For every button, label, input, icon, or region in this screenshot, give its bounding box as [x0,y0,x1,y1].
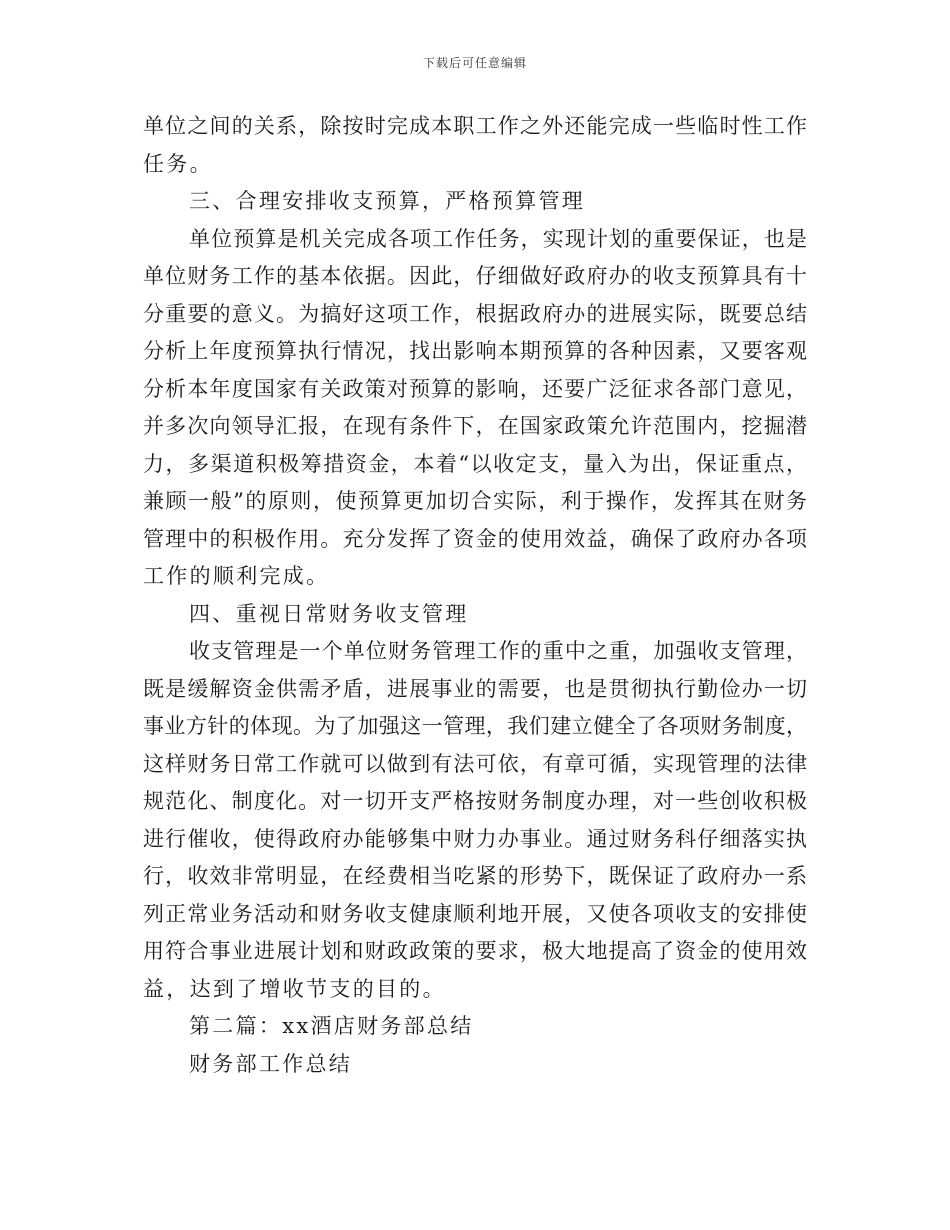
page-header: 下载后可任意编辑 [422,56,527,70]
text-line: 事业方针的体现。为了加强这一管理，我们建立健全了各项财务制度， [143,714,807,738]
text-line: 管理中的积极作用。充分发挥了资金的使用效益，确保了政府办各项 [143,526,807,551]
text-line: 分析上年度预算执行情况，找出影响本期预算的各种因素，又要客观 [143,339,807,363]
text-line: 单位预算是机关完成各项工作任务，实现计划的重要保证，也是 [189,226,807,251]
text-line: 任务。 [143,151,213,176]
text-line: 列正常业务活动和财务收支健康顺利地开展，又使各项收支的安排使 [143,901,807,926]
text-line: 收支管理是一个单位财务管理工作的重中之重，加强收支管理， [189,639,807,663]
text-line: 力，多渠道积极筹措资金，本着“以收定支，量入为出，保证重点， [143,451,807,476]
text-line: 财务部工作总结 [189,1051,353,1076]
text-line: 单位之间的关系，除按时完成本职工作之外还能完成一些临时性工作 [143,114,807,138]
text-line: 第二篇：xx酒店财务部总结 [189,1014,474,1038]
text-line: 三、合理安排收支预算，严格预算管理 [189,189,586,213]
text-line: 单位财务工作的基本依据。因此，仔细做好政府办的收支预算具有十 [143,264,807,288]
text-line: 益，达到了增收节支的目的。 [143,976,446,1001]
text-line: 规范化、制度化。对一切开支严格按财务制度办理，对一些创收积极 [143,789,807,813]
document-body [143,108,807,1083]
text-line: 分析本年度国家有关政策对预算的影响，还要广泛征求各部门意见， [143,376,807,401]
text-line: 四、重视日常财务收支管理 [189,601,469,626]
text-line: 进行催收，使得政府办能够集中财力办事业。通过财务科仔细落实执 [143,826,807,851]
text-line: 分重要的意义。为搞好这项工作，根据政府办的进展实际，既要总结 [143,301,807,326]
text-line: 用符合事业进展计划和财政政策的要求，极大地提高了资金的使用效 [143,939,807,963]
text-line: 行，收效非常明显，在经费相当吃紧的形势下，既保证了政府办一系 [143,864,807,888]
text-line: 并多次向领导汇报，在现有条件下，在国家政策允许范围内，挖掘潜 [143,414,807,438]
text-line: 既是缓解资金供需矛盾，进展事业的需要，也是贯彻执行勤俭办一切 [143,676,807,701]
text-line: 兼顾一般”的原则，使预算更加切合实际，利于操作，发挥其在财务 [143,489,807,513]
text-line: 这样财务日常工作就可以做到有法可依，有章可循，实现管理的法律 [143,751,807,776]
text-line: 工作的顺利完成。 [143,564,330,588]
